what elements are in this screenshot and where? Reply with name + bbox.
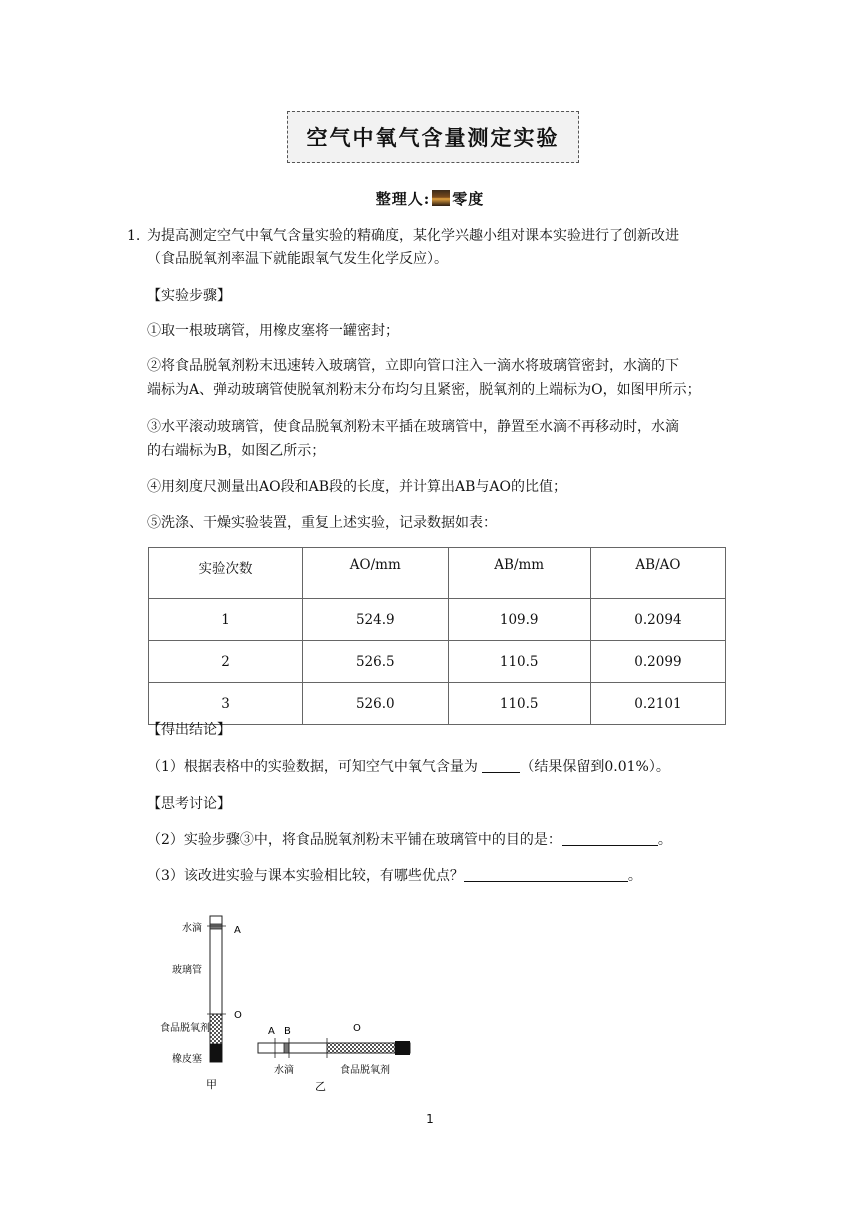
jia-label-stopper: 橡皮塞 xyxy=(172,1054,202,1065)
water-drop-marker-2 xyxy=(284,1043,289,1053)
answer-blank-1[interactable] xyxy=(482,758,520,773)
document-title: 空气中氧气含量测定实验 xyxy=(287,111,579,163)
step-3-line-2: 的右端标为B，如图乙所示； xyxy=(147,443,326,459)
table-cell: 110.5 xyxy=(448,683,590,725)
conclusion-header: 【得出结论】 xyxy=(147,722,231,738)
jia-mark-a: A xyxy=(234,925,241,936)
water-drop-marker xyxy=(210,924,222,929)
table-row xyxy=(149,599,726,641)
deoxidizer-powder-2 xyxy=(327,1043,395,1053)
intro-line-1: 为提高测定空气中氧气含量实验的精确度，某化学兴趣小组对课本实验进行了创新改进 xyxy=(147,228,679,244)
table-cell: 1 xyxy=(149,599,303,641)
table-cell: 524.9 xyxy=(303,599,449,641)
experiment-figure xyxy=(160,910,450,1100)
jia-label-deoxidizer: 食品脱氧剂 xyxy=(160,1023,210,1034)
jia-label-tube: 玻璃管 xyxy=(172,965,202,976)
deoxidizer-powder xyxy=(210,1014,222,1044)
table-cell: 0.2101 xyxy=(590,683,725,725)
table-cell: 109.9 xyxy=(448,599,590,641)
table-row xyxy=(149,683,726,725)
question-3 xyxy=(147,866,642,886)
yi-mark-a: A xyxy=(268,1026,275,1037)
author-label: 整理人: xyxy=(375,190,431,208)
jia-caption: 甲 xyxy=(206,1078,217,1091)
steps-header: 【实验步骤】 xyxy=(147,288,231,304)
intro-line-2: （食品脱氧剂率温下就能跟氧气发生化学反应）。 xyxy=(147,251,448,267)
step-5: ⑤洗涤、干燥实验装置，重复上述实验，记录数据如表： xyxy=(147,515,497,531)
table-header-row xyxy=(149,548,726,599)
table-header-cell: AB/AO xyxy=(590,548,725,599)
table-cell: 526.5 xyxy=(303,641,449,683)
table-cell: 0.2094 xyxy=(590,599,725,641)
table-cell: 2 xyxy=(149,641,303,683)
question-1-text: （1）根据表格中的实验数据，可知空气中氧气含量为 xyxy=(147,759,478,775)
data-table xyxy=(148,547,726,725)
figure-jia xyxy=(160,916,242,1091)
table-row xyxy=(149,641,726,683)
question-number: 1. xyxy=(127,228,141,244)
table-cell: 526.0 xyxy=(303,683,449,725)
table-header-cell: AB/mm xyxy=(448,548,590,599)
rubber-stopper-2 xyxy=(395,1041,410,1055)
table-cell: 3 xyxy=(149,683,303,725)
yi-label-deoxidizer: 食品脱氧剂 xyxy=(340,1065,390,1076)
table-cell: 0.2099 xyxy=(590,641,725,683)
author-avatar-icon xyxy=(432,190,450,206)
step-1: ①取一根玻璃管，用橡皮塞将一罐密封； xyxy=(147,323,399,339)
step-2-line-1: ②将食品脱氧剂粉末迅速转入玻璃管，立即向管口注入一滴水将玻璃管密封，水滴的下 xyxy=(147,358,679,374)
yi-caption: 乙 xyxy=(315,1080,326,1093)
step-3-line-1: ③水平滚动玻璃管，使食品脱氧剂粉末平插在玻璃管中，静置至水滴不再移动时，水滴 xyxy=(147,419,679,435)
table-cell: 110.5 xyxy=(448,641,590,683)
table-header-cell: 实验次数 xyxy=(149,548,303,599)
table-header-cell: AO/mm xyxy=(303,548,449,599)
jia-label-water: 水滴 xyxy=(182,923,202,934)
page-number: 1 xyxy=(426,1112,434,1126)
question-2 xyxy=(147,830,672,850)
yi-label-water: 水滴 xyxy=(274,1065,294,1076)
jia-mark-o: O xyxy=(234,1010,242,1021)
answer-blank-3[interactable] xyxy=(464,867,628,882)
question-2-text: （2）实验步骤③中，将食品脱氧剂粉末平铺在玻璃管中的目的是： xyxy=(147,832,562,848)
author-line xyxy=(0,188,860,209)
author-name: 零度 xyxy=(452,190,485,208)
figure-yi xyxy=(258,1023,410,1093)
step-4: ④用刻度尺测量出AO段和AB段的长度，并计算出AB与AO的比值； xyxy=(147,479,567,495)
question-3-tail: 。 xyxy=(627,868,642,884)
step-2-line-2: 端标为A、弹动玻璃管使脱氧剂粉末分布均匀且紧密，脱氧剂的上端标为O，如图甲所示； xyxy=(147,382,701,398)
discussion-header: 【思考讨论】 xyxy=(147,796,231,812)
question-2-tail: 。 xyxy=(657,832,672,848)
answer-blank-2[interactable] xyxy=(562,831,658,846)
yi-mark-o: O xyxy=(353,1023,361,1034)
yi-mark-b: B xyxy=(284,1026,291,1037)
question-1-tail: （结果保留到0.01%）。 xyxy=(520,759,670,775)
question-1 xyxy=(147,757,670,777)
question-3-text: （3）该改进实验与课本实验相比较，有哪些优点？ xyxy=(147,868,464,884)
rubber-stopper xyxy=(210,1044,222,1062)
